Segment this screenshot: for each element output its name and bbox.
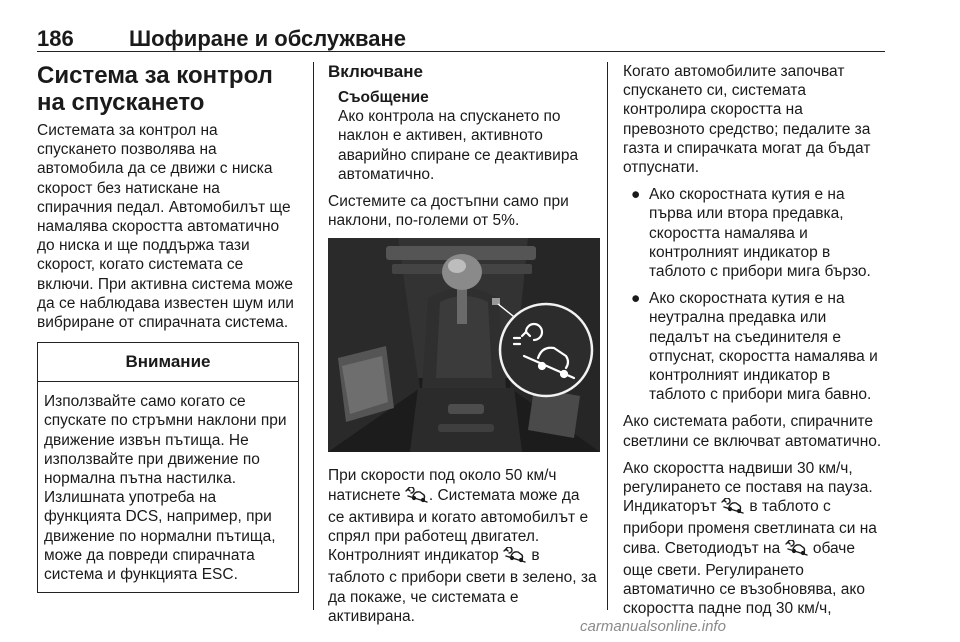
gear-lever-illustration [328,238,600,452]
hill-descent-control-icon [405,487,429,508]
brake-lights-paragraph: Ако системата работи, спирачните светлини се включват автоматично. [623,413,882,450]
column-2 [328,62,600,634]
message-title: Съобщение [338,89,429,106]
warning-title: Внимание [38,343,298,382]
message-text: Ако контрола на спускането по наклон е активен, активното аварийно спиране се деактивира автоматично. [338,108,579,183]
warning-text: Използвайте само когато се спускате по стръмни наклони при движение извън пътища. Не използвайте при движение по нормална пътна настилка. Излишната употреба на функцията DCS, например, при движение по нормални пътища, може да повреди спирачната система и функцията ESC. [44,393,287,584]
column-1 [37,62,299,593]
column-3 [623,62,885,626]
page-number: 186 [37,26,74,51]
activation-heading: Включване [328,62,423,81]
watermark: carmanualsonline.info [580,618,726,635]
intro-paragraph: Системата за контрол на спускането позволява на автомобила да се движи с ниска скорост без натискане на спирачния педал. Автомобилът ще намалява скоростта автоматично до ниска и ще поддържа тази скорост, когато системата се включи. При активна система може да се наблюдава известен шум или вибриране от спирачната система. [37,122,294,332]
header-rule [37,51,885,52]
descent-paragraph: Когато автомобилите започват спускането си, системата контролира скоростта на превозното средство; педалите за газта и спирачката могат да бъдат отпуснати. [623,63,871,177]
hill-descent-control-icon [721,498,745,519]
chapter-title: Шофиране и обслужване [129,26,407,51]
hill-descent-control-icon [785,540,809,561]
column-divider-2 [607,62,608,610]
gear-behaviour-list [623,185,885,404]
section-title: Система за контрол на спускането [37,62,273,116]
dashboard-figure [328,238,600,452]
activation-paragraph: При скорости под около 50 км/ч натиснете . Системата може да се активира и когато автомобилът е спрял при работещ двигател. Контролният индикатор в таблото с прибори свети в зелено, за да покаже, че системата е активирана. [328,467,597,625]
column-divider-1 [313,62,314,610]
list-item: ● Ако скоростната кутия е на неутрална предавка или педалът на съединителя е отпуснат, скоростта намалява и контролният индикатор в таблото с прибори мига бавно. [631,290,878,404]
message-block [338,88,600,184]
speed-pause-paragraph: Ако скоростта надвиши 30 км/ч, регулирането се поставя на пауза. Индикаторът в таблото с прибори променя светлината си на сива. Светодиодът на обаче още свети. Регулирането автоматично се възобновява, ако скоростта падне под 30 км/ч, [623,459,877,618]
hill-descent-control-icon [503,547,527,568]
list-item: ● Ако скоростната кутия е на първа или втора предавка, скоростта намалява и контролният индикатор в таблото с прибори мига бързо. [631,186,871,281]
warning-body [38,382,298,592]
availability-text: Системите са достъпни само при наклони, по-големи от 5%. [328,193,569,230]
warning-box [37,342,299,593]
